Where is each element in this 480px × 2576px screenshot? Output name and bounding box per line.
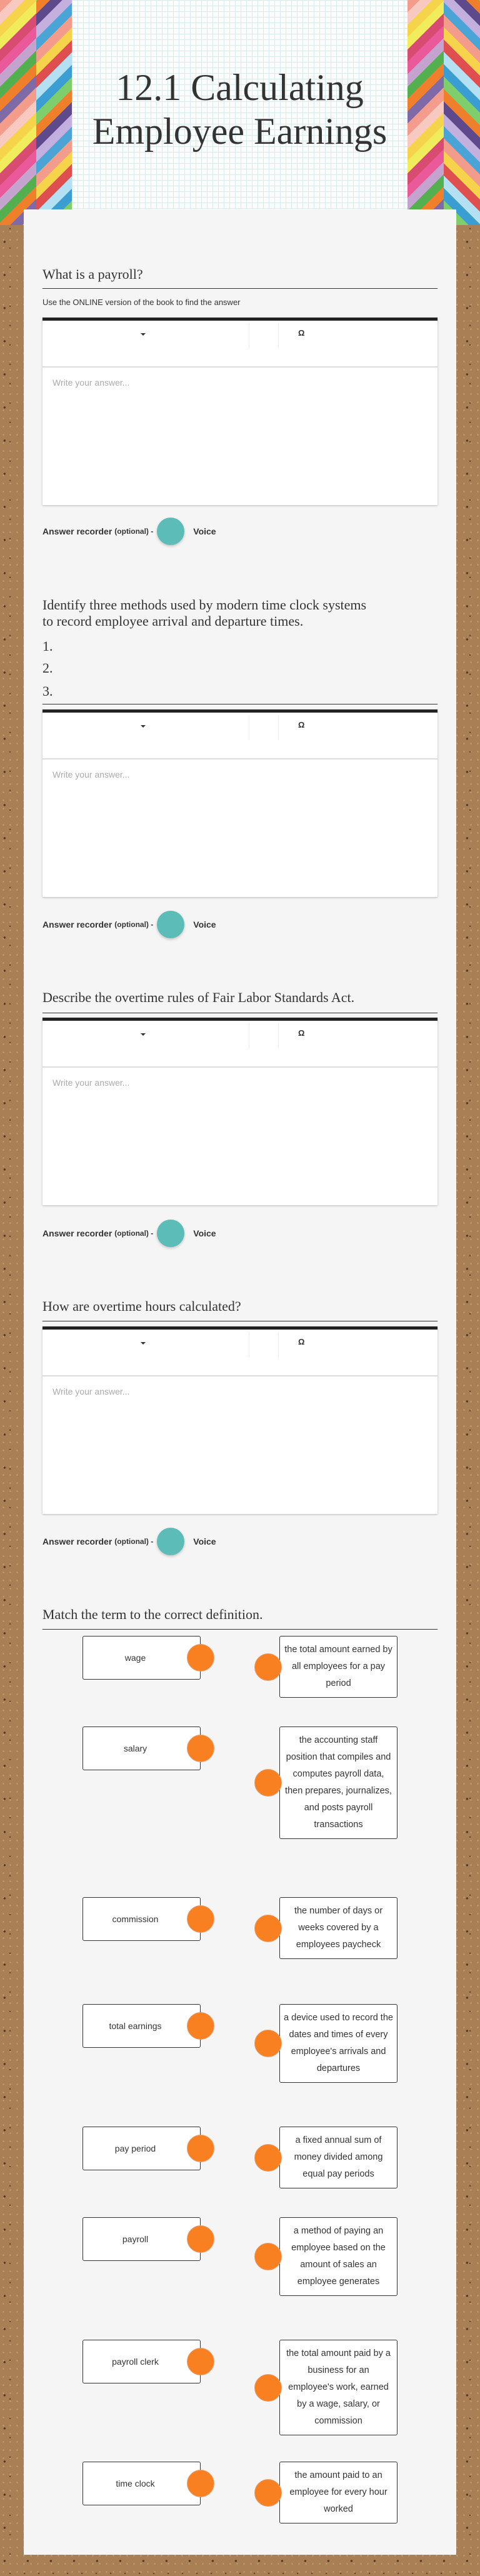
page-title <box>72 66 408 153</box>
question-title: How are overtime hours calculated? <box>42 1298 241 1314</box>
chevron-decoration <box>36 0 72 225</box>
definition-text: a method of paying an employee based on the amount of sales an employee generates <box>291 2226 386 2287</box>
special-character-button[interactable]: Ω <box>298 720 305 729</box>
question-title: to record employee arrival and departure times. <box>42 613 304 629</box>
record-voice-button[interactable] <box>157 1220 184 1247</box>
record-voice-button[interactable] <box>157 911 184 938</box>
toolbar-separator <box>278 1332 279 1357</box>
recorder-label: Answer recorder <box>42 1228 112 1238</box>
definition-card[interactable] <box>279 2340 398 2435</box>
term-label: wage <box>124 1653 146 1663</box>
recorder-label: Answer recorder <box>42 920 112 930</box>
term-card[interactable] <box>82 1727 201 1770</box>
term-connector-handle[interactable] <box>187 1735 214 1762</box>
chevron-decoration <box>408 0 444 225</box>
answer-editor <box>42 1326 438 1514</box>
term-connector-handle[interactable] <box>187 2012 214 2040</box>
answer-recorder <box>42 518 216 545</box>
term-connector-handle[interactable] <box>187 1644 214 1671</box>
term-card[interactable] <box>82 1897 201 1941</box>
format-dropdown-caret-icon[interactable] <box>141 1342 146 1345</box>
term-label: salary <box>123 1743 148 1753</box>
term-connector-handle[interactable] <box>187 2135 214 2162</box>
question-title: Describe the overtime rules of Fair Labor Standards Act. <box>42 990 355 1005</box>
answer-recorder <box>42 1220 216 1247</box>
recorder-label: Answer recorder <box>42 526 112 536</box>
divider <box>42 288 438 289</box>
definition-text: the accounting staff position that compiles and computes payroll data, then prepares, journalizes, and posts payroll transactions <box>285 1735 392 1830</box>
voice-label: Voice <box>193 1536 216 1546</box>
record-voice-button[interactable] <box>157 1528 184 1555</box>
voice-label: Voice <box>193 920 216 930</box>
question-title: Identify three methods used by modern time clock systems <box>42 597 367 613</box>
term-label: commission <box>112 1914 159 1924</box>
worksheet-card <box>24 209 456 2555</box>
term-card[interactable] <box>82 2462 201 2505</box>
format-dropdown-caret-icon[interactable] <box>141 1033 146 1036</box>
special-character-button[interactable]: Ω <box>298 328 305 338</box>
title-line: 12.1 Calculating <box>116 67 364 108</box>
format-dropdown-caret-icon[interactable] <box>141 725 146 728</box>
term-card[interactable] <box>82 2340 201 2383</box>
editor-toolbar <box>42 321 438 368</box>
term-connector-handle[interactable] <box>187 2348 214 2375</box>
definition-connector-handle[interactable] <box>254 2243 282 2270</box>
recorder-optional-label: (optional) - <box>114 920 154 929</box>
answer-editor <box>42 1018 438 1205</box>
record-voice-button[interactable] <box>157 518 184 545</box>
answer-editor <box>42 709 438 897</box>
recorder-optional-label: (optional) - <box>114 527 154 536</box>
definition-text: a device used to record the dates and times of every employee's arrivals and departures <box>284 2013 393 2073</box>
special-character-button[interactable]: Ω <box>298 1337 305 1346</box>
definition-card[interactable] <box>279 2462 398 2523</box>
term-connector-handle[interactable] <box>187 2225 214 2253</box>
definition-connector-handle[interactable] <box>254 1769 282 1797</box>
definition-connector-handle[interactable] <box>254 1653 282 1681</box>
header-banner <box>0 0 480 225</box>
term-connector-handle[interactable] <box>187 1905 214 1933</box>
answer-textarea[interactable]: Write your answer... <box>52 769 130 779</box>
term-label: total earnings <box>109 2021 162 2031</box>
definition-connector-handle[interactable] <box>254 1915 282 1942</box>
title-line: Employee Earnings <box>92 111 388 152</box>
term-connector-handle[interactable] <box>187 2470 214 2497</box>
term-card[interactable] <box>82 1636 201 1680</box>
definition-card[interactable] <box>279 2004 398 2083</box>
toolbar-separator <box>278 1023 279 1048</box>
toolbar-separator <box>278 323 279 348</box>
term-label: pay period <box>114 2143 156 2153</box>
voice-label: Voice <box>193 526 216 536</box>
definition-text: the amount paid to an employee for every hour worked <box>289 2470 388 2514</box>
term-card[interactable] <box>82 2217 201 2261</box>
divider <box>42 1629 438 1630</box>
term-label: time clock <box>116 2478 155 2488</box>
definition-card[interactable] <box>279 1897 398 1959</box>
definition-text: a fixed annual sum of money divided among equal pay periods <box>294 2135 383 2179</box>
question-title: Match the term to the correct definition. <box>42 1606 263 1622</box>
term-card[interactable] <box>82 2127 201 2170</box>
definition-text: the total amount earned by all employees for a pay period <box>284 1645 392 1688</box>
definition-card[interactable] <box>279 1727 398 1839</box>
toolbar-separator <box>278 715 279 740</box>
editor-toolbar <box>42 1330 438 1376</box>
definition-connector-handle[interactable] <box>254 2030 282 2057</box>
format-dropdown-caret-icon[interactable] <box>141 333 146 336</box>
answer-textarea[interactable]: Write your answer... <box>52 1078 130 1088</box>
recorder-label: Answer recorder <box>42 1536 112 1546</box>
editor-toolbar <box>42 713 438 759</box>
answer-recorder <box>42 911 216 938</box>
answer-textarea[interactable]: Write your answer... <box>52 378 130 388</box>
chevron-decoration <box>444 0 480 225</box>
definition-connector-handle[interactable] <box>254 2144 282 2172</box>
question-title: 2. <box>42 660 53 676</box>
editor-toolbar <box>42 1021 438 1068</box>
voice-label: Voice <box>193 1228 216 1238</box>
term-label: payroll <box>122 2234 149 2244</box>
recorder-optional-label: (optional) - <box>114 1537 154 1546</box>
answer-textarea[interactable]: Write your answer... <box>52 1386 130 1396</box>
term-card[interactable] <box>82 2004 201 2048</box>
answer-editor <box>42 318 438 505</box>
definition-connector-handle[interactable] <box>254 2374 282 2402</box>
chevron-decoration <box>0 0 36 225</box>
answer-recorder <box>42 1528 216 1555</box>
definition-text: the total amount paid by a business for an employee's work, earned by a wage, salary, or commission <box>286 2348 391 2426</box>
definition-card[interactable] <box>279 1636 398 1698</box>
question-subtitle: Use the ONLINE version of the book to find the answer <box>42 298 241 307</box>
question-title: 3. <box>42 683 53 699</box>
definition-card[interactable] <box>279 2217 398 2296</box>
definition-card[interactable] <box>279 2127 398 2188</box>
definition-text: the number of days or weeks covered by a employees paycheck <box>294 1906 383 1950</box>
question-title: 1. <box>42 638 53 654</box>
recorder-optional-label: (optional) - <box>114 1229 154 1238</box>
definition-connector-handle[interactable] <box>254 2479 282 2507</box>
special-character-button[interactable]: Ω <box>298 1028 305 1038</box>
term-label: payroll clerk <box>112 2357 159 2367</box>
question-title: What is a payroll? <box>42 266 143 282</box>
